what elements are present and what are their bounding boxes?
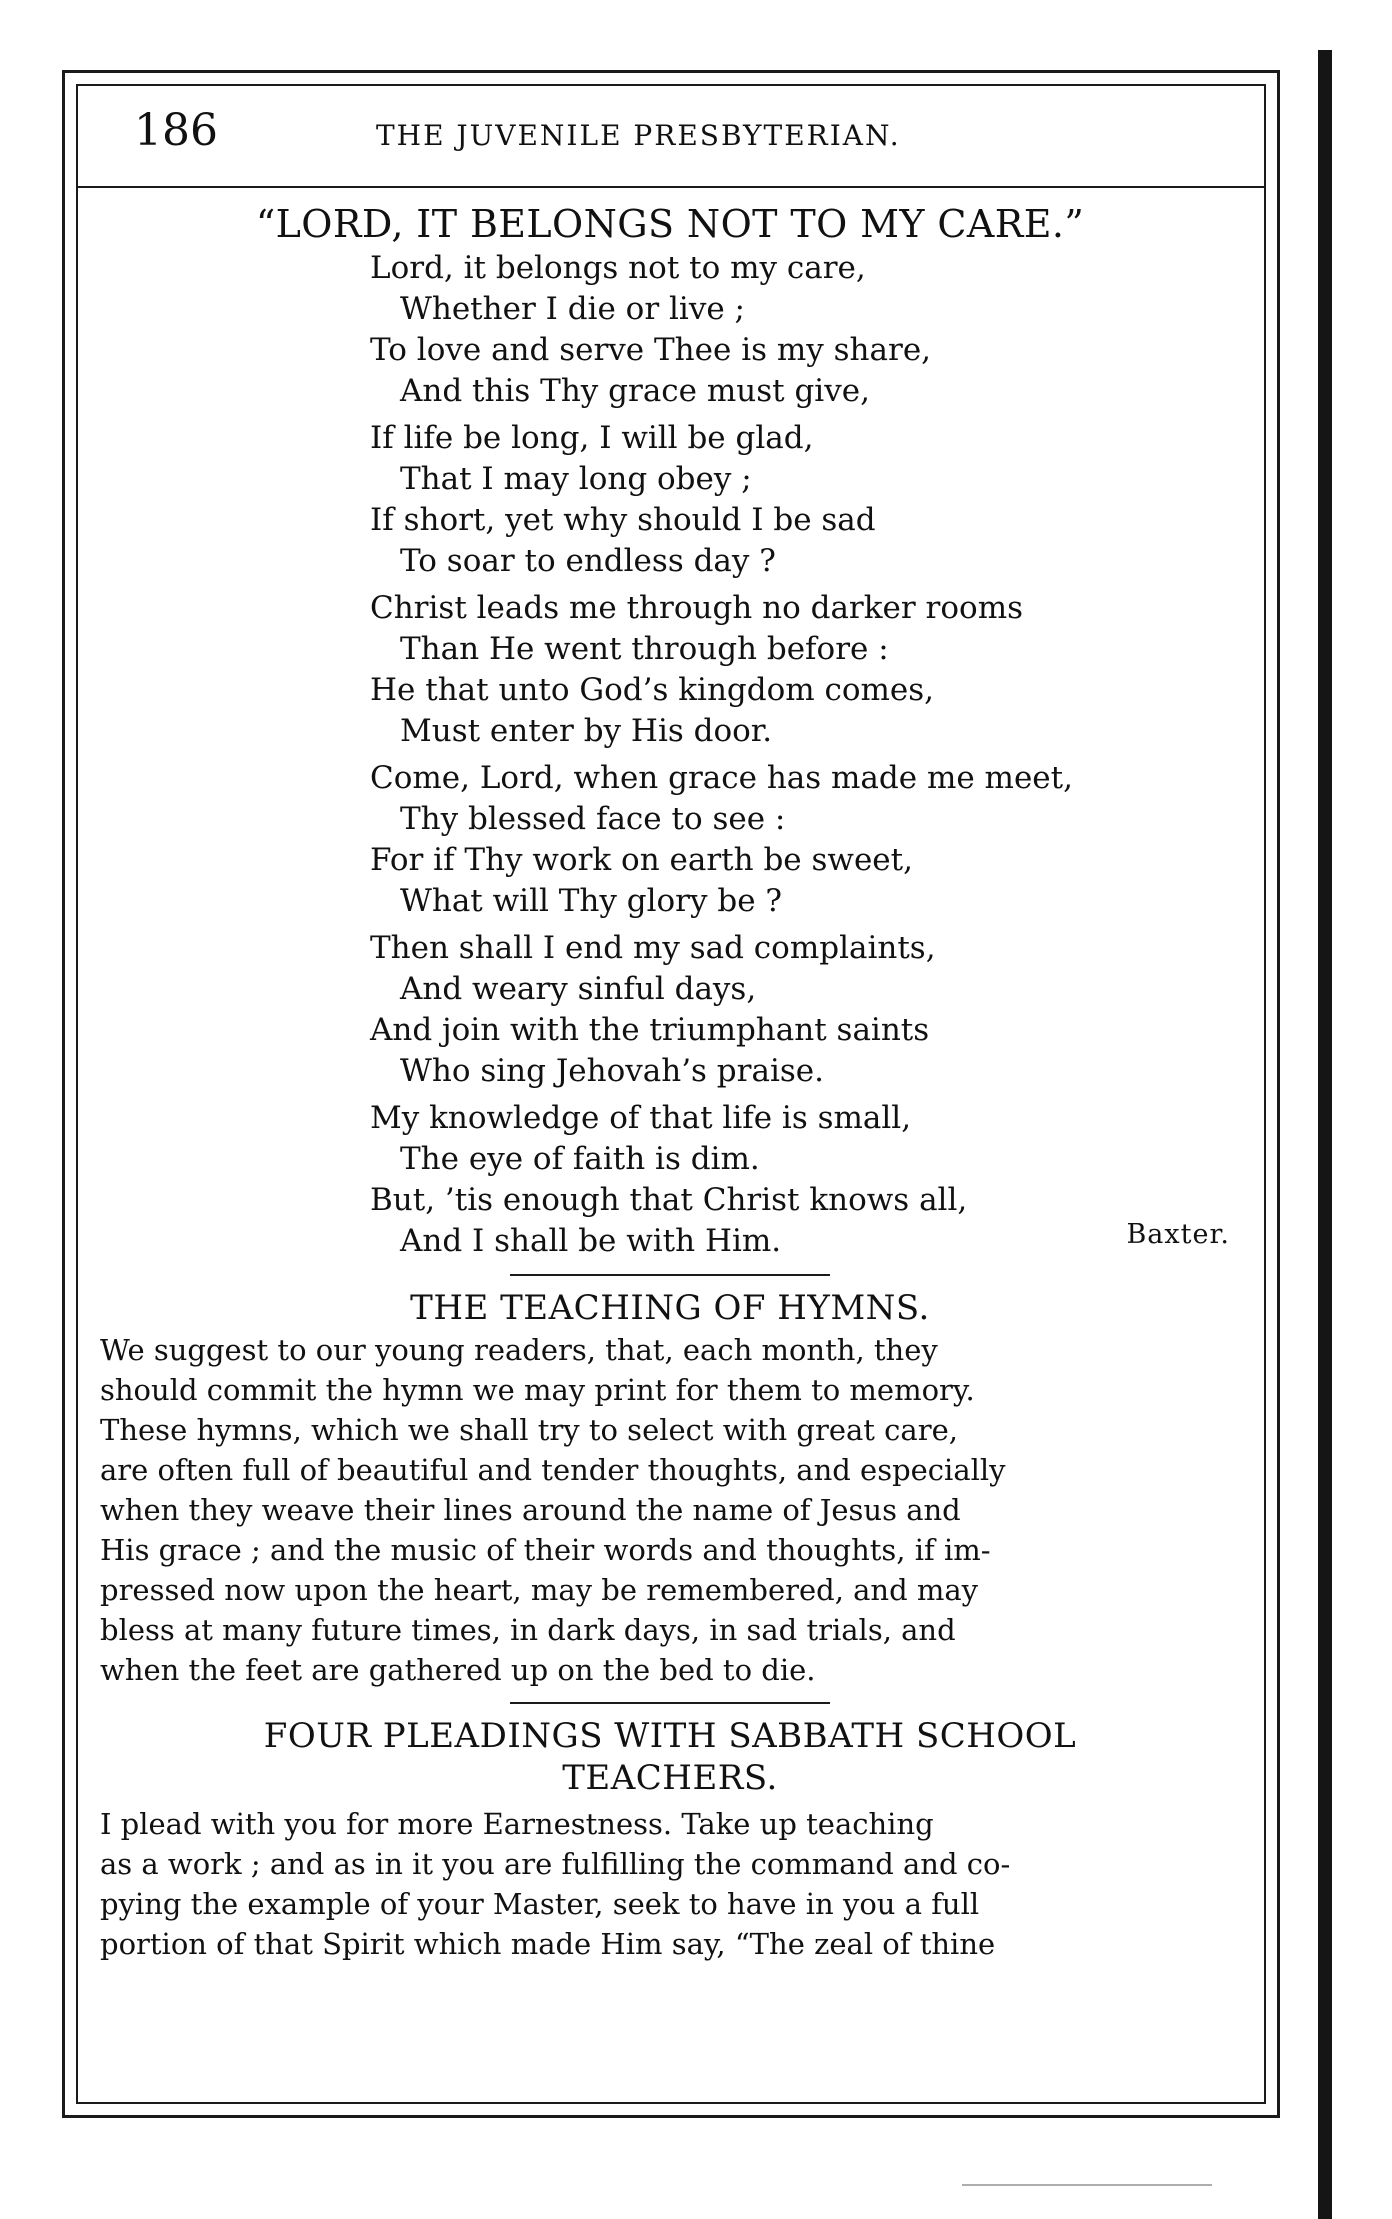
stanza <box>370 1098 1230 1262</box>
poem-line: And join with the triumphant saints <box>370 1012 930 1048</box>
poem-line: If short, yet why should I be sad <box>370 502 876 538</box>
poem-line: That I may long obey ; <box>400 461 752 497</box>
running-title: THE JUVENILE PRESBYTERIAN. <box>376 119 901 152</box>
bottom-dash <box>962 2184 1212 2186</box>
paragraph-line: are often full of beautiful and tender thoughts, and especially <box>100 1453 1006 1487</box>
poem-line: The eye of faith is dim. <box>400 1141 760 1177</box>
page-edge-rule <box>1318 50 1332 2219</box>
poem-line: And this Thy grace must give, <box>400 373 870 409</box>
paragraph-line: We suggest to our young readers, that, each month, they <box>100 1333 938 1367</box>
poem-line: Christ leads me through no darker rooms <box>370 590 1023 626</box>
paragraph-line: when they weave their lines around the name of Jesus and <box>100 1493 961 1527</box>
teaching-paragraph <box>100 1330 1240 1690</box>
poem-line: Come, Lord, when grace has made me meet, <box>370 760 1073 796</box>
pleadings-title-line2: TEACHERS. <box>562 1758 778 1798</box>
poem-line: He that unto God’s kingdom comes, <box>370 672 935 708</box>
hymn-title: “LORD, IT BELONGS NOT TO MY CARE.” <box>255 202 1085 246</box>
poem-line: Then shall I end my sad complaints, <box>370 930 936 966</box>
paragraph-line: pressed now upon the heart, may be remembered, and may <box>100 1573 979 1607</box>
stanza <box>370 928 1230 1092</box>
hymn-author: Baxter. <box>1126 1219 1230 1250</box>
poem-line: But, ’tis enough that Christ knows all, <box>370 1182 968 1218</box>
poem-line: Must enter by His door. <box>400 713 773 749</box>
poem-line: Thy blessed face to see : <box>400 801 786 837</box>
page-header <box>76 84 1266 188</box>
section-divider <box>510 1274 830 1276</box>
paragraph-line: when the feet are gathered up on the bed to die. <box>100 1653 816 1687</box>
stanza <box>370 418 1230 582</box>
stanza <box>370 248 1230 412</box>
poem-line: Who sing Jehovah’s praise. <box>400 1053 824 1089</box>
stanza <box>370 588 1230 752</box>
poem-line: What will Thy glory be ? <box>400 883 783 919</box>
stanza <box>370 758 1230 922</box>
poem-line: If life be long, I will be glad, <box>370 420 814 456</box>
poem-line: My knowledge of that life is small, <box>370 1100 912 1136</box>
page-content <box>100 202 1240 1964</box>
paragraph-line: bless at many future times, in dark days, in sad trials, and <box>100 1613 956 1647</box>
hymn-poem <box>370 248 1230 1262</box>
poem-line: To soar to endless day ? <box>400 543 776 579</box>
paragraph-line: pying the example of your Master, seek to have in you a full <box>100 1887 980 1921</box>
poem-line: Whether I die or live ; <box>400 291 745 327</box>
poem-line: Lord, it belongs not to my care, <box>370 250 866 286</box>
paragraph-line: portion of that Spirit which made Him say, “The zeal of thine <box>100 1927 996 1961</box>
poem-line: And weary sinful days, <box>400 971 757 1007</box>
poem-line: And I shall be with Him. <box>400 1223 782 1259</box>
section-divider <box>510 1702 830 1704</box>
paragraph-line: as a work ; and as in it you are fulfilling the command and co- <box>100 1847 1011 1881</box>
paragraph-line: His grace ; and the music of their words and thoughts, if im- <box>100 1533 991 1567</box>
paragraph-line: should commit the hymn we may print for them to memory. <box>100 1373 975 1407</box>
pleadings-title-line1: FOUR PLEADINGS WITH SABBATH SCHOOL <box>263 1716 1077 1756</box>
pleadings-paragraph <box>100 1804 1240 1964</box>
page-number: 186 <box>134 105 218 156</box>
teaching-title: THE TEACHING OF HYMNS. <box>410 1288 930 1328</box>
poem-line: To love and serve Thee is my share, <box>370 332 932 368</box>
poem-line: For if Thy work on earth be sweet, <box>370 842 913 878</box>
paragraph-line: I plead with you for more Earnestness. Take up teaching <box>100 1807 934 1841</box>
poem-line: Than He went through before : <box>400 631 889 667</box>
paragraph-line: These hymns, which we shall try to select with great care, <box>100 1413 958 1447</box>
